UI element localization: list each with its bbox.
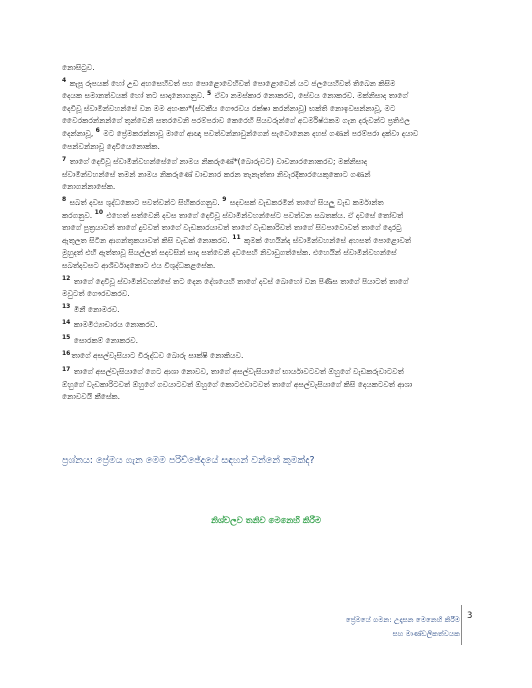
text-line: $^8$ සබත් දවස ශුද්ධකොට පවත්වන්ට සිහිකරගනුව. $^9$ සදවසක් වැඩකරමින් තාගේ සියලු වැඩ කර්මාන්ත (62, 196, 384, 207)
paragraph (62, 197, 472, 273)
footer-divider (461, 605, 462, 645)
text-line: $^{14}$ කාමමිථ්‍යාචාරය නොකරව. (62, 318, 158, 330)
verse-number: 15 (62, 334, 71, 342)
text-line: ඕහුගේ වැඩකාරිටවත් ඕහුගේ ගවයාටවත් ඕහුගේ කොටළුවාටවත් තාගේ අසල්වැසියාගේ කිසි දෙයකටවත් ආශා (62, 379, 413, 389)
text-line: නොගන්නාසේක. (62, 182, 116, 192)
verse-number: 13 (62, 303, 71, 311)
text-line: මුහුදත් එහි ඇත්තාවූ සියල්ලත් සදවසින් සාදා සත්වෙනි දවසෙහි නිවාඩුගත්සේක. එහෙයින් ස්වාමීන්වහන්සේ (62, 248, 397, 258)
verse-number: 10 (94, 209, 103, 216)
text-line: පෙන්වන්නාවූ දෙවියෙනොක්ක. (62, 141, 160, 151)
footer (346, 613, 460, 641)
verse-number: 14 (62, 318, 71, 326)
paragraph (62, 350, 472, 363)
verse-number: 9 (222, 196, 227, 204)
text-line: වෛරකරන්නන්ගේ තුන්වෙනි සතරවෙනි පරම්පරාව කෙරෙහි පියවරුන්ගේ අධර්මිෂ්ඨකම ගැන දරුවන්ට ප්‍රතිඵල (62, 116, 411, 126)
text-line: නොසිටුව. (62, 63, 95, 72)
footer-line-1: ප්‍රේමයේ ගමන: උදෑසන මෙනෙහි කිරීම (345, 615, 460, 624)
paragraph (62, 366, 472, 404)
text-line: සබත්දවසට ආශිර්වාදකොට එය විශුද්ධකළසේක. (62, 260, 216, 270)
text-line: ස්වාමීන්වහන්සේ තමන් නාමය නිකරුණේ වාචනාර කරන තැනැත්තා නිවැරදිකාරයෙකුකොට ගණන් (62, 169, 371, 179)
text-line: $^7$ තාගේ දෙවිවූ ස්වාමීන්වහන්සේගේ නාමය නිකරුණේ*(බොරුවට) වාචනාරනොකරව; මක්නිසාද (62, 155, 368, 167)
verse-number: 7 (62, 155, 67, 163)
text-line: ඇතුලත සිටින ආගන්තුකයාවත් කිසි වැඩක් නොකරව. $^{11}$ කුමක් හෙයින්ද ස්වාමීන්වහන්සේ අහසත් පොළොවත් (62, 234, 412, 245)
verse-number: 5 (206, 89, 212, 97)
verse-number: 8 (62, 196, 67, 204)
paragraph (62, 78, 472, 154)
paragraph (62, 276, 472, 301)
text-line: $^{17}$ තාගේ අසල්වැසියාගේ ගෙට ආශා නොවව, තාගේ අසල්වැසියාගේ භාර්යාවටවත් ඕහුගේ වැඩකරුවාටවත් (62, 365, 404, 377)
question-text: ප්‍රශ්නය: ප්‍රේමය ගැන මෙම පරිච්ඡේදයේ සඳහන් වන්නේ කුමක්ද? (62, 455, 315, 466)
document-body (62, 62, 472, 404)
text-line: දෙවිවූ ස්වාමීන්වහන්සේ වන මම අහංකා*(ස්වකීය ගෞරවය රක්ෂා කරන්නාවූ) භක්ති නොඉවසන්නාවූ, මට (62, 103, 396, 113)
text-line: කරගනුව. $^{10}$ එහෙත් සත්වෙනි දවස තාගේ දෙවිවූ ස්වාමීන්වහන්සේට පවත්වන සබතක්ය. ඒ දවසේ තෝවත් (62, 209, 404, 220)
footer-line-2: සහ මාණ්ඩලිකත්ව‍යක (392, 629, 460, 638)
page-number: 3 (467, 611, 473, 621)
verse-number: 11 (232, 234, 241, 242)
text-line: තාගේ පුත්‍රයාවත් තාගේ දුවවත් තාගේ වැඩකාරයාවත් තාගේ වැඩකාරිවත් තාගේ සිවපාවොවත් තාගේ දොරටු (62, 223, 402, 233)
text-line: $^{12}$ තාගේ දෙවිවූ ස්වාමීන්වහන්සේ තට දෙන දේශයෙහි තාගේ දවස් බොහෝ වන පිණිස තාගේ පියාටත් තාගේ (62, 274, 409, 286)
text-line: $^4$ කැපූ රූපයක් හෝ උඩ අහසෙහිවත් පහ පොළොවෙහිවත් පොළොවෙන් යට ජලයෙහිවත් තිබෙන කිසිම (62, 77, 396, 88)
text-line: නොවවයි කීසේක. (62, 392, 121, 402)
text-line: $^{16}$තාගේ අසල්වැසියාට විරුද්ධව බොරු සාක්ෂි නොකියව. (62, 349, 244, 361)
text-line: $^{13}$ මිනී නොමරව. (62, 303, 120, 314)
verse-number: 17 (62, 365, 71, 373)
verse-number: 6 (95, 127, 100, 135)
text-line: දෙන්නාවූ, $^6$ මට ප්‍රේමකරන්නාවූ මාගේ ආඥා පවත්වන්නාවුන්ගෙන් සැවොනෙන දහස් ගණන් පරම්පරා දක්වා දයාව (62, 127, 419, 138)
verse-number: 16 (62, 349, 71, 357)
paragraph (62, 304, 472, 317)
text-line: මවුටත් ගෞරවකරව. (62, 289, 130, 299)
verse-number: 12 (62, 274, 71, 282)
text-line: $^{15}$ සොරකම් නොකරව. (62, 334, 138, 345)
text-line: දෙයක සමානත්වයක් හෝ තට සාදානොගනුව. $^5$ ඒවා නමස්කාර නොකරව, සේවය නොකරව. මක්නිසාද තාගේ (62, 89, 408, 101)
verse-number: 4 (62, 77, 67, 85)
paragraph (62, 335, 472, 348)
paragraph (62, 156, 472, 194)
section-title: නිශ්චලව තනිව මෙනෙහි කිරීම (211, 516, 321, 526)
paragraph (62, 62, 472, 75)
paragraph (62, 319, 472, 332)
